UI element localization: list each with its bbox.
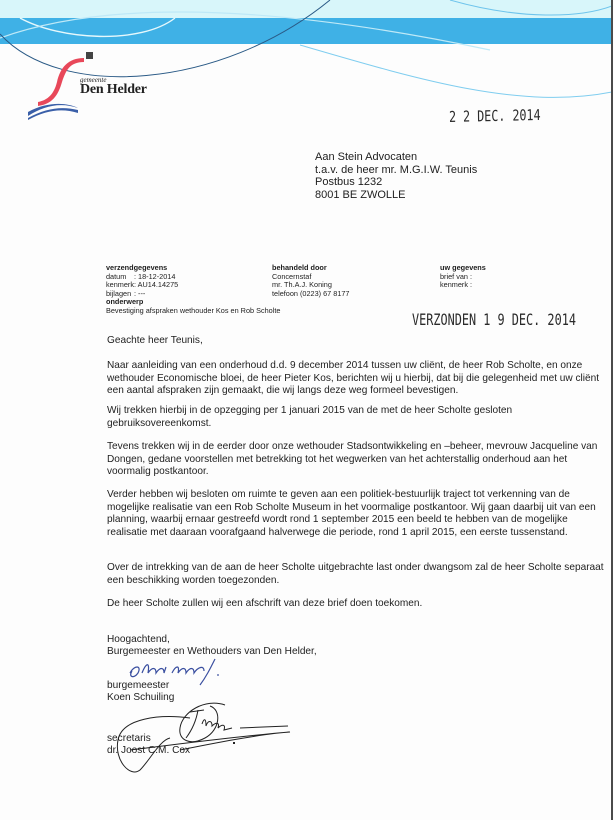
brief-van-label: brief van : [440,271,473,281]
band-medium [0,18,612,44]
band-light [0,0,612,18]
recipient-address [315,151,477,201]
page-edge [611,0,613,820]
paragraph [107,489,607,539]
uw-gegevens-heading: uw gegevens [440,263,486,272]
paragraph [107,562,607,587]
mayor-role: burgemeester [107,680,170,691]
uw-kenmerk-label: kenmerk : [440,280,473,290]
wave-light-3 [300,45,612,97]
paragraph-text: Naar aanleiding van een onderhoud d.d. 9 december 2014 tussen uw cliënt, de heer Rob Scholte, en onze wethouder Economische bloei, de heer Pieter Kos, berichten wij u hierbij, dat bij die gelegenheid met uw cliënt een aantal afspraken zijn gemaakt, die wij langs deze weg formeel bevestigen. [107,360,600,396]
mayor-name: Koen Schuiling [107,692,175,703]
paragraph [107,405,607,430]
recipient-line: Aan Stein Advocaten [315,151,418,163]
sent-date-stamp: VERZONDEN 1 9 DEC. 2014 [412,310,576,329]
behandeld-line: Concernstaf [272,271,312,281]
verzendgegevens-heading: verzendgegevens [106,263,168,272]
secretary-name: dr. Joost C.M. Cox [107,745,191,756]
closing: Hoogachtend, [107,634,170,645]
uw-gegevens-block [440,264,486,290]
behandeld-line: mr. Th.A.J. Koning [272,280,332,290]
sender: Burgemeester en Wethouders van Den Helder, [107,646,317,657]
paragraph-text: De heer Scholte zullen wij een afschrift van deze brief doen toekomen. [107,598,423,609]
onderwerp-heading: onderwerp [106,297,144,307]
paragraph [107,441,607,479]
paragraph [107,360,607,398]
behandeld-door-block [272,264,350,298]
paragraph-text: Tevens trekken wij in de eerder door onze wethouder Stadsontwikkeling en –beheer, mevrouw Jacqueline van Dongen, gedane voorstellen met betrekking tot het wegwerken van het achterstallig onderhoud aan het voormalig postkantoor. [107,441,598,477]
behandeld-line: telefoon (0223) 67 8177 [272,288,350,298]
recipient-line: Postbus 1232 [315,176,383,188]
kenmerk-value: : AU14.14275 [134,280,179,290]
bijlagen-label: bijlagen [106,288,132,298]
recipient-line: 8001 BE ZWOLLE [315,188,406,201]
behandeld-heading: behandeld door [272,263,327,272]
received-date-stamp: 2 2 DEC. 2014 [448,105,541,126]
verzendgegevens-block [106,264,280,316]
bijlagen-value: : --- [134,288,146,298]
paragraph-text: Over de intrekking van de aan de heer Scholte uitgebrachte last onder dwangsom zal de heer Scholte separaat een beschikking worden toegezonden. [107,562,604,586]
kenmerk-label: kenmerk [106,280,134,290]
onderwerp-value: Bevestiging afspraken wethouder Kos en Rob Scholte [106,305,281,315]
paragraph-text: Wij trekken hierbij in de opzegging per 1 januari 2015 van de met de heer Scholte gesloten gebruiksovereenkomst. [107,405,513,429]
logo-gemeente-text: gemeente [80,76,107,84]
datum-label: datum [106,271,127,281]
paragraph-text: Verder hebben wij besloten om ruimte te geven aan een politiek-bestuurlijk traject tot verkenning van de mogelijke realisatie van een Rob Scholte Museum in het voormalige postkantoor. Wij gaan daarbij uit van een planning, waarbij ernaar gestreefd wordt rond 1 september 2015 een beeld te hebben van de mogelijke realisatie met daaraan voorafgaand halverwege die periode, rond 1 april 2015, een eerste tussenstand. [107,489,596,538]
paragraph [107,598,607,611]
salutation: Geachte heer Teunis, [107,335,203,346]
logo-den-helder-text: Den Helder [80,82,147,97]
datum-value: : 18-12-2014 [134,271,176,281]
secretary-role: secretaris [107,733,151,744]
recipient-line: t.a.v. de heer mr. M.G.I.W. Teunis [315,163,478,176]
